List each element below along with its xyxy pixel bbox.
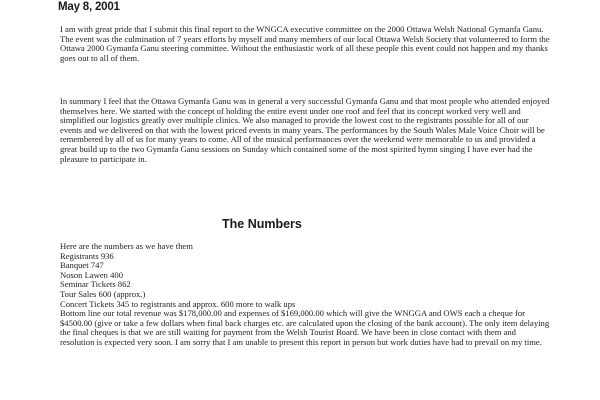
- report-date: May 8, 2001: [58, 1, 120, 13]
- summary-paragraph: In summary I feel that the Ottawa Gymanfa Ganu was in general a very successful Gymanfa Ganu and that most people who attended enjoyed themselves here. We started with the concept of holding the entire event under one roof and feel that its concept worked very well and simplified our logistics greatly over multiple clinics. We also managed to provide the lowest cost to the registrants possible for all of our events and we delivered on that with the lowest priced events in many years. The performances by the South Wales Male Voice Choir will be remembered by all of us for many years to come. All of the musical performances over the weekend were memorable to us and provided a great build up to the two Gymanfa Ganu sessions on Sunday which contained some of the most spirited hymn singing I have ever had the pleasure to participate in.: [60, 96, 550, 164]
- numbers-line-concert: Concert Tickets 345 to registrants and approx. 600 more to walk ups: [60, 298, 296, 309]
- numbers-line-noson-lawen: Noson Lawen 400: [60, 269, 124, 280]
- numbers-intro: Here are the numbers as we have them: [60, 241, 193, 251]
- numbers-line-tour: Tour Sales 600 (approx.): [60, 288, 146, 299]
- numbers-line-registrants: Registrants 936: [60, 250, 114, 261]
- numbers-line-banquet: Banquet 747: [60, 260, 104, 271]
- intro-paragraph: I am with great pride that I submit this final report to the WNGCA executive committee on the 2000 Ottawa Welsh National Gymanfa Ganu. The event was the culmination of 7 years efforts by myself and many members of our local Ottawa Welsh Society that volunteered to form the Ottawa 2000 Gymanfa Ganu steering committee. Without the enthusiastic work of all these people this event could not happen and my thanks goes out to all of them.: [60, 24, 550, 63]
- numbers-section: [60, 242, 550, 348]
- closing-paragraph: Bottom line our total revenue was $178,000.00 and expenses of $169,000.00 which will give the WNGGA and OWS each a cheque for $4500.00 (give or take a few dollars when final back charges etc. are calculated upon the closing of the bank account). The only item delaying the final cheques is that we are still waiting for payment from the Welsh Tourist Board. We have been in close contact with them and resolution is expected very soon. I am sorry that I am unable to present this report in person but work duties have had to prevail on my time.: [60, 308, 550, 347]
- numbers-heading: The Numbers: [222, 217, 302, 231]
- numbers-line-seminar: Seminar Tickets 862: [60, 279, 131, 290]
